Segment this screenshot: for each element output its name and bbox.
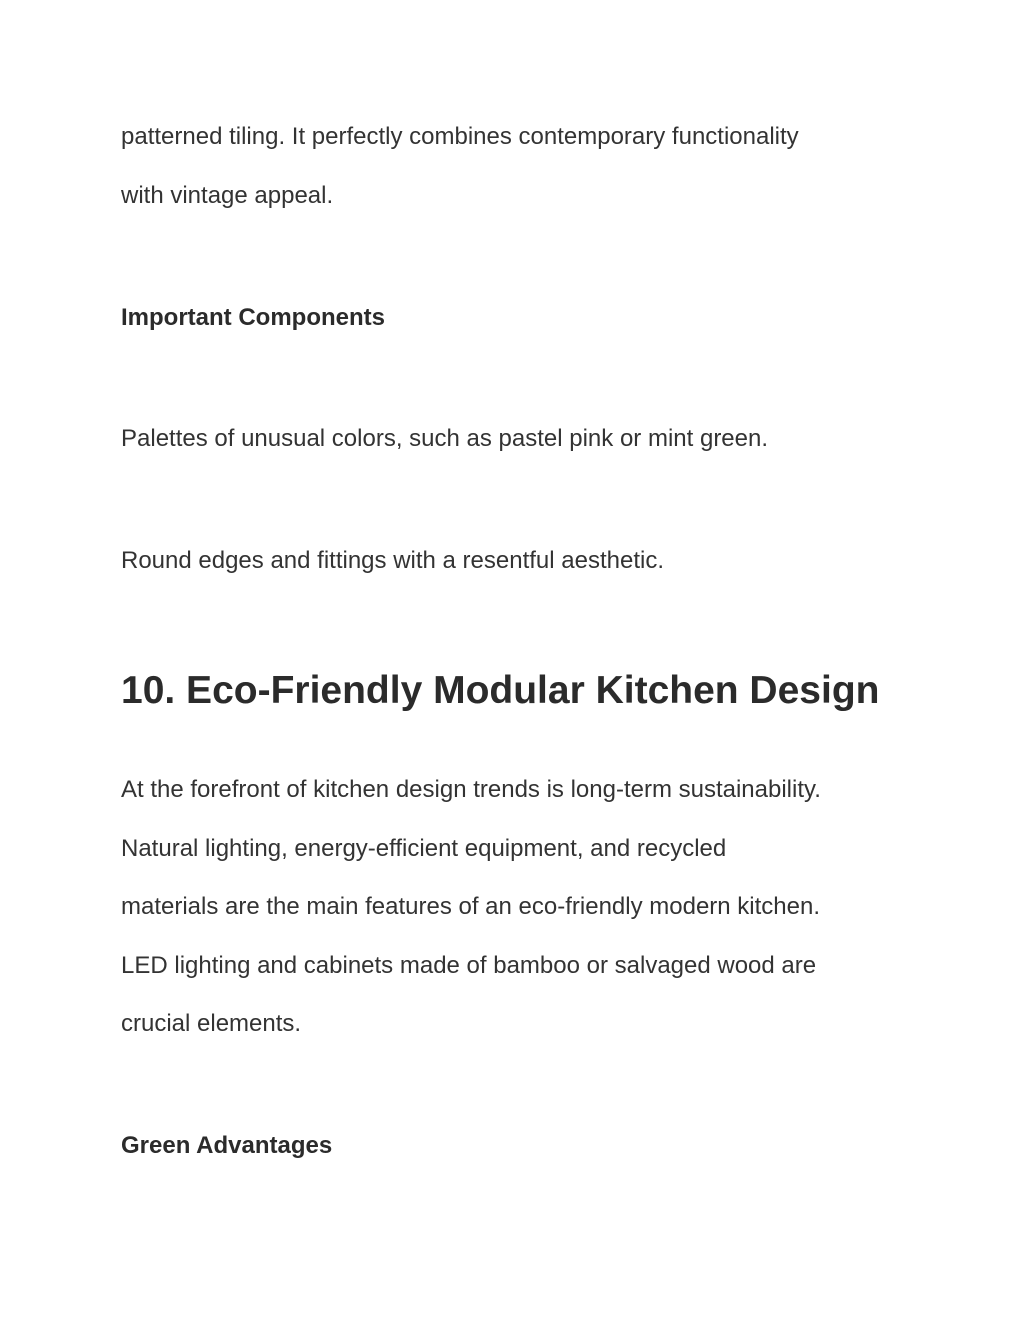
green-advantages-heading: Green Advantages [121,1132,333,1159]
section-10-body-line-2: Natural lighting, energy-efficient equipment, and recycled [121,835,727,862]
intro-text-line-2: with vintage appeal. [121,182,334,209]
section-10-body-line-3: materials are the main features of an eco-friendly modern kitchen. [121,893,821,920]
component-item-1: Palettes of unusual colors, such as pastel pink or mint green. [121,425,769,452]
important-components-heading: Important Components [121,304,385,331]
intro-text-line-1: patterned tiling. It perfectly combines contemporary functionality [121,123,799,150]
component-item-2: Round edges and fittings with a resentful aesthetic. [121,547,664,574]
section-10-body-line-1: At the forefront of kitchen design trends is long-term sustainability. [121,776,821,803]
section-10-body-line-4: LED lighting and cabinets made of bamboo or salvaged wood are [121,952,817,979]
section-10-title: 10. Eco-Friendly Modular Kitchen Design [121,669,880,712]
section-10-body-line-5: crucial elements. [121,1010,302,1037]
